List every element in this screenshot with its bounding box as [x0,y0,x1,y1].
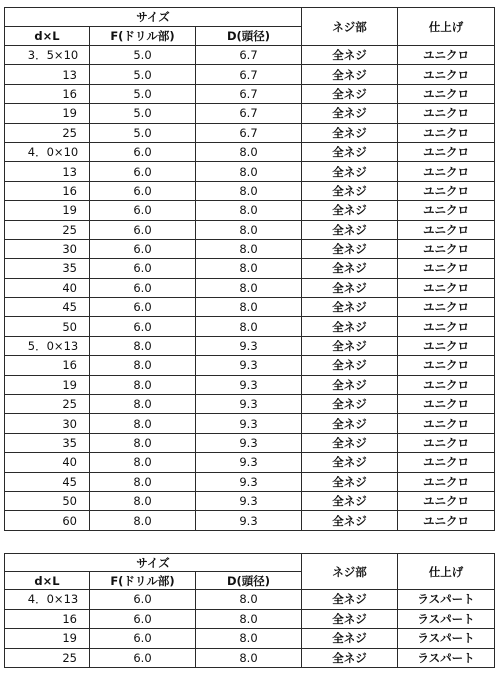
dxl-cell: 13 [5,162,90,181]
table-row [5,220,495,239]
head-diameter-cell: 9.3 [196,453,302,472]
dxl-cell: 19 [5,629,90,649]
finish-cell: ユニクロ [398,162,495,181]
table-row [5,181,495,200]
dxl-cell: 16 [5,609,90,629]
table-row [5,104,495,123]
thread-cell: 全ネジ [302,104,398,123]
finish-cell: ユニクロ [398,104,495,123]
table-row [5,375,495,394]
dxl-cell: 25 [5,648,90,668]
finish-cell: ユニクロ [398,84,495,103]
thread-cell: 全ネジ [302,472,398,491]
finish-cell: ユニクロ [398,123,495,142]
thread-cell: 全ネジ [302,181,398,200]
spec-table-raspart [4,553,495,668]
drill-diameter-cell: 6.0 [90,201,196,220]
thread-cell: 全ネジ [302,590,398,610]
head-diameter-cell: 6.7 [196,84,302,103]
table-row [5,259,495,278]
table-row [5,609,495,629]
head-diameter-header: D(頭径) [196,27,302,46]
head-diameter-cell: 8.0 [196,220,302,239]
table-row [5,472,495,491]
head-diameter-cell: 8.0 [196,142,302,161]
thread-cell: 全ネジ [302,278,398,297]
table-row [5,336,495,355]
dxl-cell: 40 [5,278,90,297]
table-row [5,629,495,649]
thread-cell: 全ネジ [302,201,398,220]
head-diameter-cell: 9.3 [196,511,302,530]
drill-diameter-cell: 5.0 [90,123,196,142]
dxl-cell: 16 [5,84,90,103]
dxl-cell: 30 [5,239,90,258]
table-row [5,46,495,65]
head-diameter-cell: 6.7 [196,46,302,65]
table-row [5,590,495,610]
drill-diameter-cell: 6.0 [90,648,196,668]
finish-cell: ラスパート [398,590,495,610]
thread-cell: 全ネジ [302,259,398,278]
head-diameter-cell: 8.0 [196,181,302,200]
drill-diameter-cell: 6.0 [90,317,196,336]
dxl-cell: 4．0×10 [5,142,90,161]
drill-diameter-cell: 6.0 [90,162,196,181]
dxl-cell: 5．0×13 [5,336,90,355]
thread-cell: 全ネジ [302,162,398,181]
dxl-cell: 60 [5,511,90,530]
finish-cell: ユニクロ [398,336,495,355]
head-diameter-cell: 9.3 [196,433,302,452]
finish-cell: ユニクロ [398,491,495,510]
dxl-cell: 19 [5,201,90,220]
head-diameter-cell: 9.3 [196,356,302,375]
dxl-header: d×L [5,572,90,590]
drill-diameter-cell: 8.0 [90,375,196,394]
finish-cell: ユニクロ [398,511,495,530]
thread-cell: 全ネジ [302,84,398,103]
table-row [5,201,495,220]
drill-diameter-cell: 5.0 [90,46,196,65]
head-diameter-cell: 8.0 [196,201,302,220]
drill-diameter-cell: 8.0 [90,491,196,510]
finish-header: 仕上げ [398,554,495,590]
finish-cell: ユニクロ [398,375,495,394]
finish-cell: ユニクロ [398,65,495,84]
thread-cell: 全ネジ [302,220,398,239]
head-diameter-cell: 9.3 [196,336,302,355]
dxl-cell: 16 [5,181,90,200]
head-diameter-cell: 8.0 [196,278,302,297]
dxl-cell: 50 [5,491,90,510]
finish-cell: ユニクロ [398,414,495,433]
table-row [5,162,495,181]
table-row [5,395,495,414]
finish-cell: ユニクロ [398,298,495,317]
finish-cell: ユニクロ [398,46,495,65]
dxl-cell: 35 [5,259,90,278]
drill-diameter-cell: 6.0 [90,629,196,649]
thread-cell: 全ネジ [302,629,398,649]
finish-cell: ユニクロ [398,395,495,414]
drill-header: F(ドリル部) [90,572,196,590]
head-diameter-cell: 8.0 [196,648,302,668]
finish-cell: ユニクロ [398,356,495,375]
dxl-cell: 3．5×10 [5,46,90,65]
thread-cell: 全ネジ [302,414,398,433]
spec-table-uniclo [4,7,495,531]
finish-cell: ラスパート [398,609,495,629]
head-diameter-cell: 8.0 [196,162,302,181]
drill-diameter-cell: 6.0 [90,590,196,610]
dxl-cell: 30 [5,414,90,433]
thread-cell: 全ネジ [302,46,398,65]
dxl-cell: 25 [5,220,90,239]
dxl-header: d×L [5,27,90,46]
head-diameter-cell: 8.0 [196,629,302,649]
dxl-cell: 19 [5,104,90,123]
dxl-cell: 45 [5,472,90,491]
thread-cell: 全ネジ [302,375,398,394]
head-diameter-cell: 8.0 [196,317,302,336]
table-row [5,317,495,336]
thread-cell: 全ネジ [302,123,398,142]
dxl-cell: 25 [5,123,90,142]
dxl-cell: 19 [5,375,90,394]
thread-cell: 全ネジ [302,356,398,375]
thread-cell: 全ネジ [302,239,398,258]
thread-cell: 全ネジ [302,609,398,629]
head-diameter-cell: 6.7 [196,65,302,84]
table-row [5,65,495,84]
finish-cell: ユニクロ [398,453,495,472]
thread-cell: 全ネジ [302,395,398,414]
dxl-cell: 50 [5,317,90,336]
table-row [5,142,495,161]
drill-diameter-cell: 8.0 [90,336,196,355]
head-diameter-cell: 6.7 [196,123,302,142]
table-row [5,84,495,103]
dxl-cell: 13 [5,65,90,84]
table-row [5,239,495,258]
drill-diameter-cell: 6.0 [90,220,196,239]
table-row [5,433,495,452]
drill-diameter-cell: 6.0 [90,181,196,200]
finish-header: 仕上げ [398,8,495,46]
finish-cell: ユニクロ [398,239,495,258]
table-row [5,491,495,510]
thread-cell: 全ネジ [302,433,398,452]
head-diameter-cell: 9.3 [196,414,302,433]
head-diameter-header: D(頭径) [196,572,302,590]
head-diameter-cell: 8.0 [196,259,302,278]
head-diameter-cell: 8.0 [196,298,302,317]
table-row [5,648,495,668]
finish-cell: ユニクロ [398,201,495,220]
drill-diameter-cell: 8.0 [90,356,196,375]
table-row [5,278,495,297]
finish-cell: ラスパート [398,629,495,649]
drill-diameter-cell: 8.0 [90,511,196,530]
finish-cell: ユニクロ [398,259,495,278]
table-row [5,356,495,375]
thread-cell: 全ネジ [302,648,398,668]
thread-header: ネジ部 [302,8,398,46]
drill-diameter-cell: 8.0 [90,472,196,491]
thread-cell: 全ネジ [302,298,398,317]
thread-cell: 全ネジ [302,142,398,161]
drill-diameter-cell: 6.0 [90,142,196,161]
finish-cell: ユニクロ [398,142,495,161]
finish-cell: ユニクロ [398,278,495,297]
table-row [5,123,495,142]
head-diameter-cell: 9.3 [196,472,302,491]
head-diameter-cell: 8.0 [196,590,302,610]
thread-header: ネジ部 [302,554,398,590]
dxl-cell: 35 [5,433,90,452]
drill-diameter-cell: 8.0 [90,414,196,433]
finish-cell: ユニクロ [398,472,495,491]
head-diameter-cell: 6.7 [196,104,302,123]
drill-diameter-cell: 8.0 [90,453,196,472]
thread-cell: 全ネジ [302,65,398,84]
drill-diameter-cell: 8.0 [90,395,196,414]
head-diameter-cell: 9.3 [196,375,302,394]
dxl-cell: 45 [5,298,90,317]
thread-cell: 全ネジ [302,336,398,355]
drill-diameter-cell: 5.0 [90,104,196,123]
drill-diameter-cell: 6.0 [90,278,196,297]
dxl-cell: 40 [5,453,90,472]
size-header: サイズ [5,554,302,572]
drill-diameter-cell: 6.0 [90,609,196,629]
drill-diameter-cell: 5.0 [90,84,196,103]
dxl-cell: 16 [5,356,90,375]
drill-diameter-cell: 6.0 [90,239,196,258]
head-diameter-cell: 9.3 [196,395,302,414]
dxl-cell: 25 [5,395,90,414]
drill-diameter-cell: 6.0 [90,298,196,317]
drill-diameter-cell: 6.0 [90,259,196,278]
table-row [5,414,495,433]
head-diameter-cell: 8.0 [196,239,302,258]
thread-cell: 全ネジ [302,317,398,336]
table-row [5,298,495,317]
finish-cell: ラスパート [398,648,495,668]
thread-cell: 全ネジ [302,511,398,530]
finish-cell: ユニクロ [398,220,495,239]
drill-diameter-cell: 8.0 [90,433,196,452]
finish-cell: ユニクロ [398,433,495,452]
drill-header: F(ドリル部) [90,27,196,46]
head-diameter-cell: 8.0 [196,609,302,629]
dxl-cell: 4．0×13 [5,590,90,610]
thread-cell: 全ネジ [302,491,398,510]
finish-cell: ユニクロ [398,181,495,200]
table-row [5,453,495,472]
thread-cell: 全ネジ [302,453,398,472]
head-diameter-cell: 9.3 [196,491,302,510]
table-row [5,511,495,530]
drill-diameter-cell: 5.0 [90,65,196,84]
finish-cell: ユニクロ [398,317,495,336]
size-header: サイズ [5,8,302,27]
